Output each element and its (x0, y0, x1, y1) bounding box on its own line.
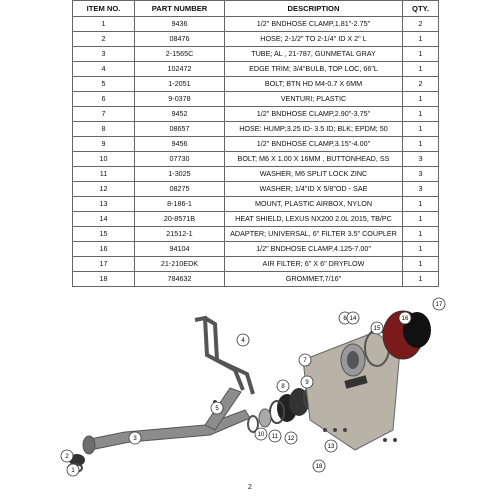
cell-part-number: 21-210EDK (135, 257, 225, 272)
callout-17 (433, 298, 445, 310)
callout-label: 9 (305, 380, 309, 387)
cell-qty: 1 (403, 122, 439, 137)
callout-3 (129, 432, 141, 444)
callout-label: 10 (257, 432, 265, 439)
cell-qty: 2 (403, 77, 439, 92)
callout-label: 5 (215, 406, 219, 413)
callout-5 (211, 402, 223, 414)
cell-part-number: 2-1565C (135, 47, 225, 62)
callout-15 (371, 322, 383, 334)
callout-label: 13 (327, 444, 335, 451)
cell-part-number: 08657 (135, 122, 225, 137)
table-row (73, 107, 439, 122)
table-row (73, 92, 439, 107)
callout-label: 18 (315, 464, 323, 471)
table-row (73, 272, 439, 287)
parts-table (72, 0, 439, 287)
cell-part-number: 07730 (135, 152, 225, 167)
cell-description: ADAPTER; UNIVERSAL, 6" FILTER 3.5" COUPLER (225, 227, 403, 242)
cell-part-number: 1-2051 (135, 77, 225, 92)
cell-qty: 1 (403, 137, 439, 152)
cell-description: 1/2" BNDHOSE CLAMP,4.125-7.00" (225, 242, 403, 257)
callout-label: 11 (271, 434, 279, 441)
cell-part-number: 21512-1 (135, 227, 225, 242)
cell-qty: 3 (403, 152, 439, 167)
callout-label: 4 (241, 338, 245, 345)
cell-description: VENTURI; PLASTIC (225, 92, 403, 107)
cell-part-number: 102472 (135, 62, 225, 77)
header-part-number: PART NUMBER (135, 1, 225, 17)
table-row (73, 197, 439, 212)
cell-qty: 1 (403, 62, 439, 77)
callout-7 (299, 354, 311, 366)
cell-description: HOSE: HUMP;3.25 ID- 3.5 ID; BLK; EPDM; 50 (225, 122, 403, 137)
venturi-adapter (341, 344, 365, 376)
callout-label: 6 (343, 316, 347, 323)
table-row (73, 242, 439, 257)
callout-10 (255, 428, 267, 440)
cell-item-no: 16 (73, 242, 135, 257)
cell-item-no: 13 (73, 197, 135, 212)
cell-description: BOLT; M6 X 1.00 X 16MM , BUTTONHEAD, SS (225, 152, 403, 167)
callout-label: 1 (71, 468, 75, 475)
header-item-no: ITEM NO. (73, 1, 135, 17)
cell-item-no: 1 (73, 17, 135, 32)
cell-part-number: 1-3025 (135, 167, 225, 182)
cell-description: GROMMET,7/16" (225, 272, 403, 287)
table-row (73, 77, 439, 92)
callout-label: 8 (281, 384, 285, 391)
cell-part-number: 08476 (135, 32, 225, 47)
callout-4 (237, 334, 249, 346)
table-row (73, 212, 439, 227)
cell-item-no: 11 (73, 167, 135, 182)
cell-description: BOLT; BTN HD M4-0.7 X 6MM (225, 77, 403, 92)
cell-item-no: 7 (73, 107, 135, 122)
callout-13 (325, 440, 337, 452)
table-row (73, 62, 439, 77)
callout-label: 12 (287, 436, 295, 443)
cell-description: AIR FILTER; 6" X 6" DRYFLOW (225, 257, 403, 272)
cell-part-number: 9436 (135, 17, 225, 32)
cell-description: TUBE; AL , 21-787, GUNMETAL GRAY (225, 47, 403, 62)
cell-qty: 1 (403, 47, 439, 62)
cell-part-number: 9-0378 (135, 92, 225, 107)
cell-item-no: 3 (73, 47, 135, 62)
cell-description: HOSE; 2-1/2" TO 2-1/4" ID X 2" L (225, 32, 403, 47)
callout-1 (67, 464, 79, 476)
cell-description: 1/2" BNDHOSE CLAMP,1.81"-2.75" (225, 17, 403, 32)
cell-qty: 1 (403, 227, 439, 242)
cell-item-no: 14 (73, 212, 135, 227)
cell-description: MOUNT, PLASTIC AIRBOX, NYLON (225, 197, 403, 212)
page-number: 2 (248, 484, 252, 491)
callout-8 (277, 380, 289, 392)
table-row (73, 152, 439, 167)
cell-item-no: 6 (73, 92, 135, 107)
cell-qty: 1 (403, 212, 439, 227)
callout-9 (301, 376, 313, 388)
cell-item-no: 15 (73, 227, 135, 242)
cell-qty: 1 (403, 107, 439, 122)
intake-tube (83, 388, 250, 454)
cell-item-no: 8 (73, 122, 135, 137)
cell-description: EDGE TRIM; 3/4"BULB, TOP LOC, 66"L (225, 62, 403, 77)
table-row (73, 17, 439, 32)
cell-part-number: 20-8571B (135, 212, 225, 227)
bracket-frame (195, 318, 253, 394)
cell-qty: 1 (403, 257, 439, 272)
cell-item-no: 5 (73, 77, 135, 92)
parts-table-body (73, 17, 439, 287)
cell-qty: 1 (403, 272, 439, 287)
cell-part-number: 94104 (135, 242, 225, 257)
cell-part-number: 08275 (135, 182, 225, 197)
cell-qty: 1 (403, 197, 439, 212)
callout-label: 2 (65, 454, 69, 461)
cell-part-number: 8-186-1 (135, 197, 225, 212)
cell-item-no: 9 (73, 137, 135, 152)
callout-label: 14 (349, 316, 357, 323)
callout-label: 17 (435, 302, 443, 309)
cell-item-no: 18 (73, 272, 135, 287)
table-header-row (73, 1, 439, 17)
callout-18 (313, 460, 325, 472)
cell-description: WASHER, M6 SPLIT LOCK ZINC (225, 167, 403, 182)
cell-description: HEAT SHIELD, LEXUS NX200 2.0L 2015, TB/PC (225, 212, 403, 227)
table-row (73, 32, 439, 47)
cell-description: WASHER; 1/4"ID X 5/8"OD - SAE (225, 182, 403, 197)
cell-part-number: 9456 (135, 137, 225, 152)
cell-qty: 1 (403, 92, 439, 107)
exploded-assembly-diagram (55, 290, 455, 480)
cell-item-no: 10 (73, 152, 135, 167)
cell-part-number: 9452 (135, 107, 225, 122)
cell-qty: 3 (403, 182, 439, 197)
cell-description: 1/2" BNDHOSE CLAMP,3.15"-4.00" (225, 137, 403, 152)
table-row (73, 227, 439, 242)
callout-label: 3 (133, 436, 137, 443)
table-row (73, 167, 439, 182)
callout-label: 15 (373, 326, 381, 333)
callout-label: 16 (401, 316, 409, 323)
callout-11 (269, 430, 281, 442)
cell-item-no: 17 (73, 257, 135, 272)
cell-item-no: 12 (73, 182, 135, 197)
cell-qty: 2 (403, 17, 439, 32)
header-description: DESCRIPTION (225, 1, 403, 17)
cell-qty: 1 (403, 242, 439, 257)
cell-item-no: 2 (73, 32, 135, 47)
callout-14 (347, 312, 359, 324)
table-row (73, 137, 439, 152)
callout-2 (61, 450, 73, 462)
cell-item-no: 4 (73, 62, 135, 77)
header-qty: QTY. (403, 1, 439, 17)
cell-qty: 1 (403, 32, 439, 47)
table-row (73, 182, 439, 197)
callout-12 (285, 432, 297, 444)
cell-qty: 3 (403, 167, 439, 182)
callout-16 (399, 312, 411, 324)
table-row (73, 47, 439, 62)
table-row (73, 257, 439, 272)
table-row (73, 122, 439, 137)
cell-part-number: 784632 (135, 272, 225, 287)
cell-description: 1/2" BNDHOSE CLAMP,2.90"-3.75" (225, 107, 403, 122)
callout-label: 7 (303, 358, 307, 365)
